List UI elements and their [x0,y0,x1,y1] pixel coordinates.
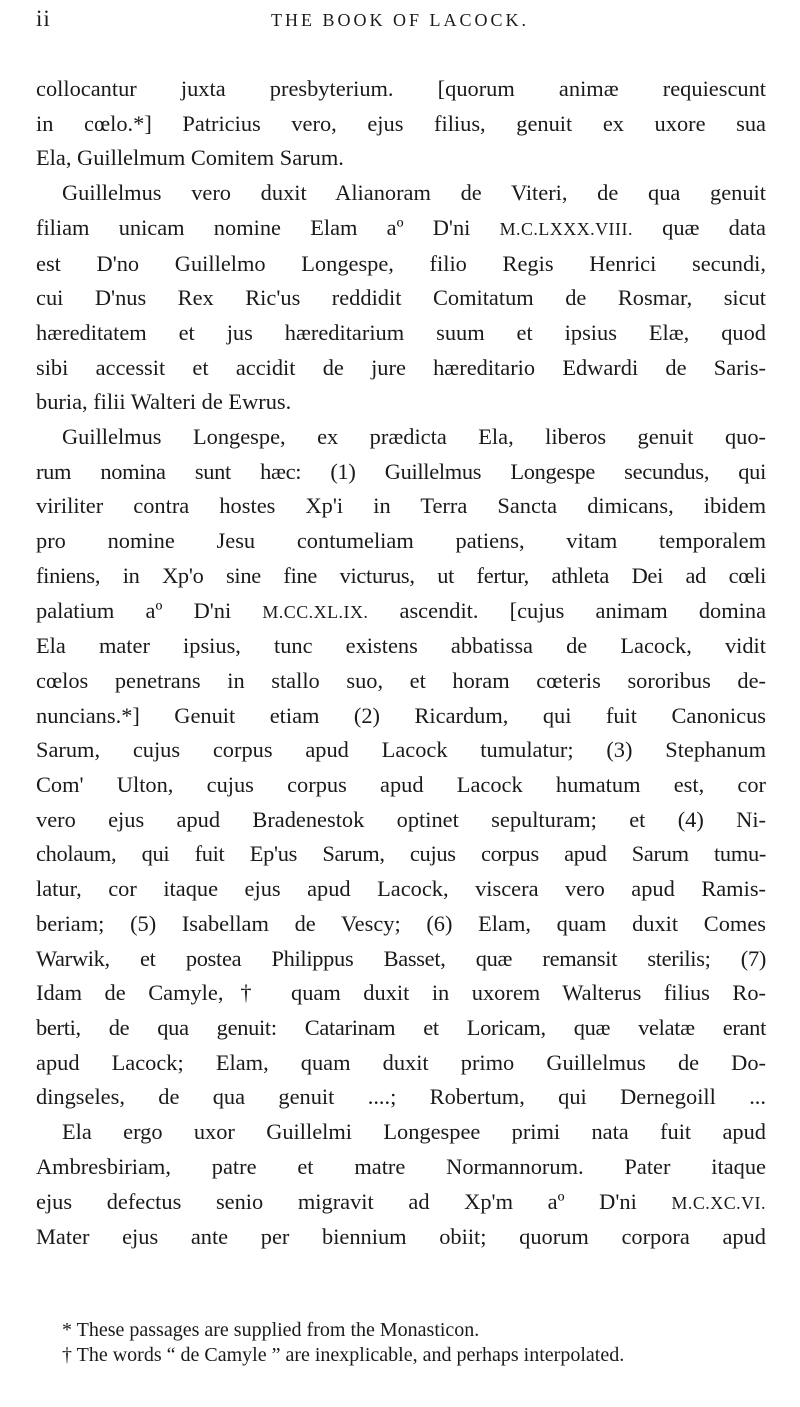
text-line: vero ejus apud Bradenestok optinet sepulturam; et (4) Ni- [36,806,766,832]
text-line: nuncians.*] Genuit etiam (2) Ricardum, qui fuit Canonicus [36,702,766,728]
text-line: Ela ergo uxor Guillelmi Longespee primi nata fuit apud [62,1119,766,1145]
text-line: viriliter contra hostes Xp'i in Terra Sancta dimicans, ibidem [36,493,766,519]
footnote-2: † The words “ de Camyle ” are inexplicable, and perhaps interpolated. [62,1344,625,1366]
page-header [36,6,764,40]
year-smallcaps: M.CC.XL.IX. [262,601,369,622]
year-smallcaps: M.C.XC.VI. [671,1192,766,1213]
text-line: apud Lacock; Elam, quam duxit primo Guillelmus de Do- [36,1049,766,1075]
page-number: ii [36,6,51,31]
text-line: Guillelmus Longespe, ex prædicta Ela, liberos genuit quo- [62,424,766,450]
text-line: cœlos penetrans in stallo suo, et horam cœteris sororibus de- [36,667,766,693]
text-line: Mater ejus ante per biennium obiit; quorum corpora apud [36,1224,766,1250]
text-line: collocantur juxta presbyterium. [quorum animæ requiescunt [36,76,766,101]
year-smallcaps: M.C.LXXX.VIII. [499,218,633,239]
text-line: cui D'nus Rex Ric'us reddidit Comitatum de Rosmar, sicut [36,285,766,311]
text-line: cholaum, qui fuit Ep'us Sarum, cujus corpus apud Sarum tumu- [36,841,766,867]
text-line: Idam de Camyle,† quam duxit in uxorem Walterus filius Ro- [36,980,766,1006]
text-line: in cœlo.*] Patricius vero, ejus filius, genuit ex uxore sua [36,110,766,136]
text-line: Guillelmus vero duxit Alianoram de Viteri, de qua genuit [62,180,766,206]
text-line: dingseles, de qua genuit ....; Robertum, qui Dernegoill ... [36,1084,766,1110]
text-run: palatium aº D'ni [36,597,263,623]
text-run: ascendit. [cujus animam domina [368,597,767,623]
text-line: pro nomine Jesu contumeliam patiens, vitam temporalem [36,528,766,554]
footnote-1: * These passages are supplied from the Monasticon. [62,1319,480,1341]
footnotes [36,1318,766,1368]
text-line [36,594,766,630]
text-line [36,211,766,247]
text-line: Sarum, cujus corpus apud Lacock tumulatur; (3) Stephanum [36,737,766,763]
text-line: buria, filii Walteri de Ewrus. [36,389,292,415]
text-line [36,1185,766,1221]
text-line: sibi accessit et accidit de jure hæreditario Edwardi de Saris- [36,354,766,380]
text-run: filiam unicam nomine Elam aº D'ni [36,214,500,240]
text-line: Ela, Guillelmum Comitem Sarum. [36,145,344,171]
text-run: ejus defectus senio migravit ad Xp'm aº D'ni [36,1188,672,1214]
text-line: Com' Ulton, cujus corpus apud Lacock humatum est, cor [36,772,766,798]
body-text [36,72,766,1255]
text-line: hæreditatem et jus hæreditarium suum et ipsius Elæ, quod [36,319,766,345]
running-head: THE BOOK OF LACOCK. [270,10,529,30]
text-line: est D'no Guillelmo Longespe, filio Regis Henrici secundi, [36,250,766,276]
text-line: beriam; (5) Isabellam de Vescy; (6) Elam, quam duxit Comes [36,910,766,936]
text-line: Ela mater ipsius, tunc existens abbatissa de Lacock, vidit [36,633,766,659]
text-line: finiens, in Xp'o sine fine victurus, ut fertur, athleta Dei ad cœli [36,562,766,588]
text-line: Warwik, et postea Philippus Basset, quæ remansit sterilis; (7) [36,945,766,971]
text-line: rum nomina sunt hæc: (1) Guillelmus Longespe secundus, qui [36,458,766,484]
text-run: quæ data [632,214,766,240]
text-line: berti, de qua genuit: Catarinam et Loricam, quæ velatæ erant [36,1014,766,1040]
text-line: Ambresbiriam, patre et matre Normannorum. Pater itaque [36,1153,766,1179]
text-line: latur, cor itaque ejus apud Lacock, viscera vero apud Ramis- [36,876,766,902]
